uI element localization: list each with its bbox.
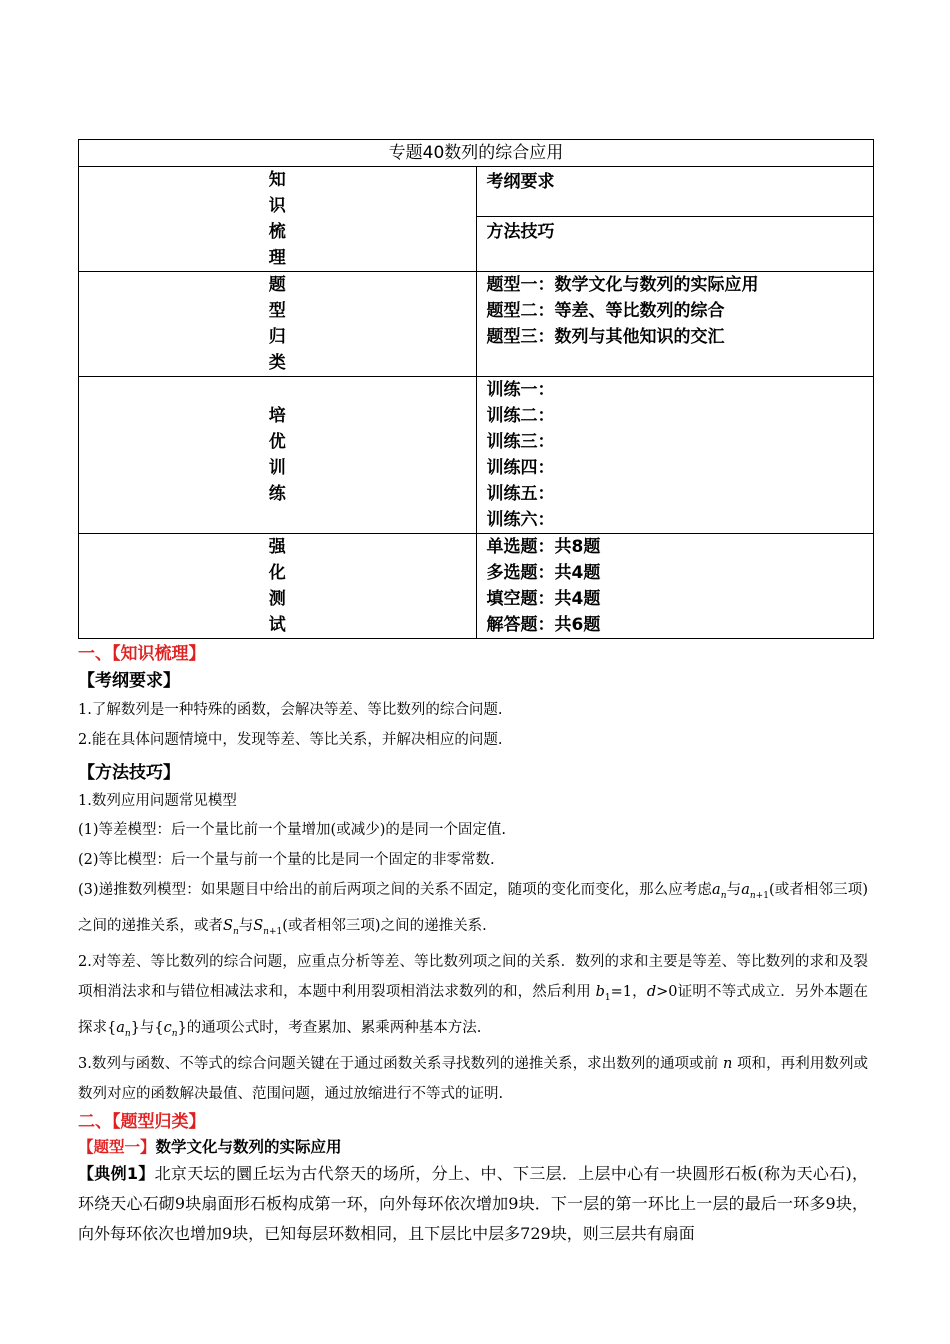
- fangfa-heading: 【方法技巧】: [78, 763, 180, 783]
- kaogang-line-1: 1.了解数列是一种特殊的函数，会解决等差、等比数列的综合问题.: [78, 702, 503, 718]
- toc-side-peiyou: 培 优 训 练: [79, 377, 477, 534]
- section-types: [78, 1109, 868, 1249]
- method-4: (3)递推数列模型：如果题目中给出的前后两项之间的关系不固定，随项的变化而变化，那么应考虑$a_n$与$a_{n+1}$(或者相邻三项)之间的递推关系，或者$S_n$与$S_{n+1}$(或者相邻三项)之间的递推关系.: [78, 882, 868, 937]
- method-5: 2.对等差、等比数列的综合问题，应重点分析等差、等比数列项之间的关系．数列的求和主要是等差、等比数列的求和及裂项相消法求和与错位相减法求和，本题中利用裂项相消法求数列的和，然后利用 $b_1=1$，d>0证明不等式成立．另外本题在探求$\{a_n\}$与$\{c_n\}$的通项公式时，考查累加、累乘两种基本方法.: [78, 953, 869, 1039]
- example-text: 北京天坛的圜丘坛为古代祭天的场所，分上、中、下三层．上层中心有一块圆形石板(称为天心石)，环绕天心石砌9块扇面形石板构成第一环，向外每环依次增加9块．下一层的第一环比上一层的最后一环多9块，向外每环依次也增加9块，已知每层环数相同，且下层比中层多729块，则三层共有扇面: [78, 1163, 868, 1243]
- toc-type-3: 题型三：数列与其他知识的交汇: [486, 327, 725, 347]
- toc-training-1: 训练一：: [486, 380, 555, 400]
- method-2: (1)等差模型：后一个量比前一个量增加(或减少)的是同一个固定值.: [78, 822, 506, 838]
- toc-side-tixing: 题 型 归 类: [79, 272, 477, 377]
- toc-training-6: 训练六：: [486, 510, 555, 530]
- method-6: 3.数列与函数、不等式的综合问题关键在于通过函数关系寻找数列的递推关系，求出数列的通项或前 n 项和，再利用数列或数列对应的函数解决最值、范围问题，通过放缩进行不等式的证明.: [78, 1055, 869, 1102]
- example-1: [78, 1159, 868, 1249]
- toc-tests: [476, 534, 874, 639]
- section-heading-2: 二、【题型归类】: [78, 1111, 206, 1132]
- toc-training-4: 训练四：: [486, 458, 555, 478]
- toc-item-kaogang: 考纲要求: [476, 167, 874, 217]
- toc-types: [476, 272, 874, 377]
- toc-test-answer: 解答题：共6题: [486, 615, 601, 635]
- toc-side-zhishi: 知 识 梳 理: [79, 167, 477, 272]
- toc-type-2: 题型二：等差、等比数列的综合: [486, 301, 725, 321]
- toc-training-3: 训练三：: [486, 432, 555, 452]
- toc-trainings: [476, 377, 874, 534]
- section-knowledge: [78, 641, 868, 1109]
- toc-type-1: 题型一：数学文化与数列的实际应用: [486, 275, 759, 295]
- document-page: [78, 139, 874, 1249]
- toc-test-single: 单选题：共8题: [486, 537, 601, 557]
- toc-table: [78, 139, 874, 639]
- type1-heading: [78, 1135, 868, 1159]
- toc-test-fill: 填空题：共4题: [486, 589, 601, 609]
- toc-side-qianghua: 强 化 测 试: [79, 534, 477, 639]
- toc-test-multi: 多选题：共4题: [486, 563, 601, 583]
- toc-training-2: 训练二：: [486, 406, 555, 426]
- example-tag: 【典例1】: [78, 1163, 155, 1183]
- kaogang-line-2: 2.能在具体问题情境中，发现等差、等比关系，并解决相应的问题.: [78, 732, 503, 748]
- type1-title: 数学文化与数列的实际应用: [155, 1137, 342, 1156]
- method-3: (2)等比模型：后一个量与前一个量的比是同一个固定的非零常数.: [78, 852, 495, 868]
- section-heading-1: 一、【知识梳理】: [78, 644, 206, 664]
- method-1: 1.数列应用问题常见模型: [78, 793, 237, 809]
- type1-tag: 【题型一】: [78, 1137, 156, 1156]
- kaogang-heading: 【考纲要求】: [78, 671, 180, 691]
- doc-title: 专题40数列的综合应用: [79, 140, 874, 167]
- toc-item-fangfa: 方法技巧: [476, 216, 874, 271]
- toc-training-5: 训练五：: [486, 484, 555, 504]
